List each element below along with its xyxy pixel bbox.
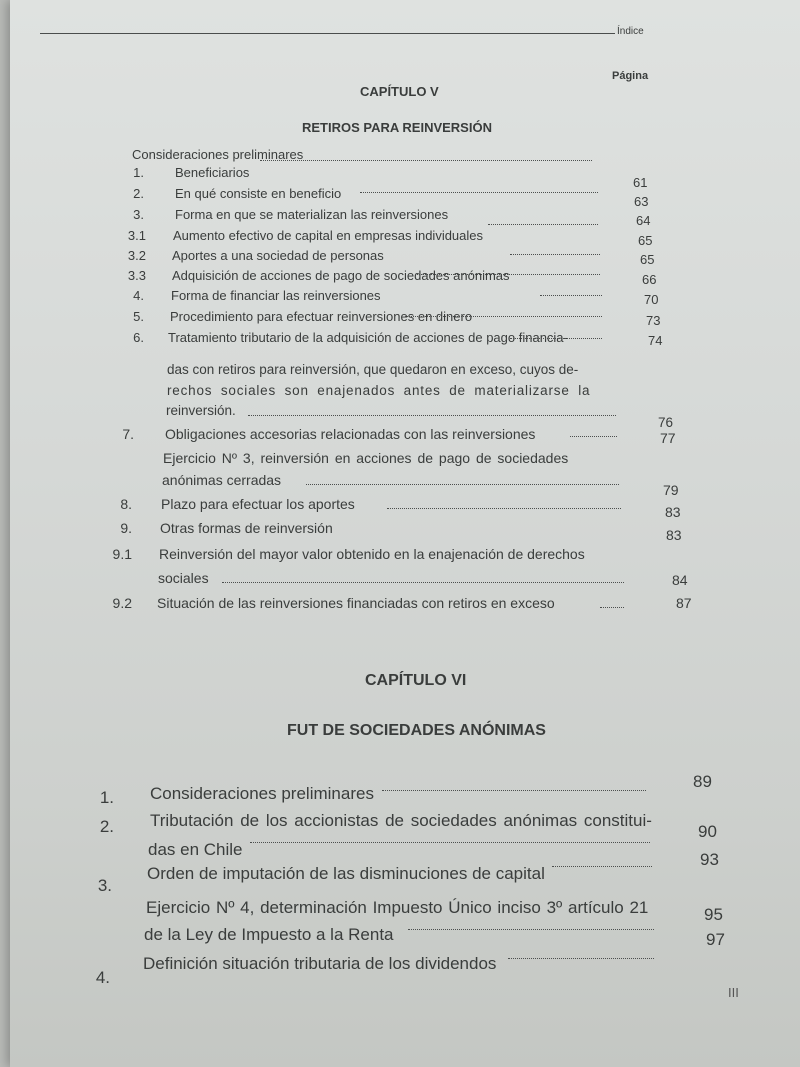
- toc-entry-page: 66: [642, 272, 657, 287]
- toc-entry-number: 3.3: [127, 268, 146, 283]
- toc-entry-page: 76: [658, 415, 674, 430]
- toc-entry-page: 65: [640, 252, 655, 267]
- toc-entry-number: 9.2: [112, 595, 132, 611]
- toc-entry-text: Definición situación tributaria de los dividendos: [143, 954, 497, 973]
- toc-entry-text-line: das con retiros para reinversión, que quedaron en exceso, cuyos de-: [167, 362, 579, 377]
- toc-entry-page: 65: [638, 233, 653, 248]
- toc-entry-page: 70: [644, 292, 659, 307]
- toc-entry-page: 89: [693, 772, 712, 791]
- toc-entry-number: 3.1: [127, 228, 146, 243]
- toc-entry-text: Tratamiento tributario de la adquisición de acciones de pago financia-: [168, 330, 568, 345]
- toc-leader: [488, 224, 598, 225]
- toc-leader: [382, 790, 646, 791]
- toc-entry-text: Aportes a una sociedad de personas: [172, 248, 384, 263]
- toc-entry-page: 61: [633, 175, 648, 190]
- toc-entry-text: Consideraciones preliminares: [150, 784, 374, 803]
- toc-entry-number: 1.: [133, 165, 144, 180]
- toc-entry-text: das en Chile: [148, 840, 243, 859]
- toc-entry-page: 93: [700, 850, 719, 869]
- toc-entry-text: Adquisición de acciones de pago de sociedades anónimas: [172, 268, 510, 283]
- toc-entry-page: 64: [636, 213, 651, 228]
- toc-entry-text: Obligaciones accesorias relacionadas con las reinversiones: [165, 426, 536, 442]
- toc-leader: [408, 929, 654, 930]
- toc-entry-page: 77: [660, 430, 676, 446]
- toc-entry-number: 3.2: [127, 248, 146, 263]
- toc-leader: [600, 607, 624, 608]
- toc-entry-text: anónimas cerradas: [162, 472, 282, 488]
- toc-entry-text-line: rechos sociales son enajenados antes de materializarse la: [167, 383, 591, 398]
- toc-entry-text: Situación de las reinversiones financiadas con retiros en exceso: [157, 595, 555, 611]
- toc-entry-page: 74: [648, 333, 663, 348]
- toc-entry-text: sociales: [158, 570, 209, 586]
- toc-entry-number: 8.: [120, 496, 132, 512]
- page-number: III: [728, 985, 739, 1000]
- toc-leader: [360, 192, 598, 193]
- toc-entry-page: 87: [676, 595, 692, 611]
- book-page: [10, 0, 800, 1067]
- toc-leader: [222, 582, 624, 583]
- toc-entry-text: de la Ley de Impuesto a la Renta: [144, 925, 394, 944]
- toc-entry-text: Forma en que se materializan las reinversiones: [175, 207, 449, 222]
- toc-entry-text: Consideraciones preliminares: [132, 147, 304, 162]
- toc-leader: [306, 484, 619, 485]
- toc-leader: [540, 295, 602, 296]
- toc-entry-text: Procedimiento para efectuar reinversiones en dinero: [170, 309, 473, 324]
- toc-entry-text: Tributación de los accionistas de sociedades anónimas constitui-: [150, 811, 652, 830]
- toc-entry-text: Reinversión del mayor valor obtenido en la enajenación de derechos: [159, 546, 585, 562]
- chapter-5-label: CAPÍTULO V: [360, 84, 439, 99]
- header-rule: [40, 33, 615, 34]
- toc-entry-text: Ejercicio Nº 4, determinación Impuesto Único inciso 3º artículo 21: [146, 898, 649, 917]
- toc-entry-number: 5.: [133, 309, 144, 324]
- toc-entry-text: En qué consiste en beneficio: [175, 186, 342, 201]
- toc-entry-page: 97: [706, 930, 725, 949]
- toc-entry-number: 3.: [133, 207, 144, 222]
- running-header: Índice: [617, 26, 644, 37]
- toc-entry-number: 2.: [133, 186, 144, 201]
- toc-entry-number: 4.: [133, 288, 144, 303]
- chapter-5-title: RETIROS PARA REINVERSIÓN: [302, 120, 492, 135]
- toc-leader: [508, 958, 654, 959]
- toc-entry-text: Ejercicio Nº 3, reinversión en acciones de pago de sociedades: [163, 450, 569, 466]
- toc-entry-page: 63: [634, 194, 649, 209]
- toc-leader: [387, 508, 621, 509]
- toc-entry-number: 1.: [99, 788, 114, 807]
- toc-entry-page: 90: [698, 822, 717, 841]
- toc-entry-number: 6.: [133, 330, 144, 345]
- toc-leader: [510, 338, 602, 339]
- toc-entry-text: Forma de financiar las reinversiones: [171, 288, 381, 303]
- toc-entry-page: 84: [672, 572, 688, 588]
- toc-entry-page: 83: [665, 504, 681, 520]
- toc-entry-text: Aumento efectivo de capital en empresas individuales: [173, 228, 484, 243]
- toc-entry-number: 7.: [122, 426, 134, 442]
- toc-entry-page: 73: [646, 313, 661, 328]
- chapter-6-label: CAPÍTULO VI: [365, 672, 467, 689]
- toc-entry-number: 9.: [120, 520, 132, 536]
- toc-leader: [415, 274, 600, 275]
- toc-entry-text: Otras formas de reinversión: [160, 520, 333, 536]
- toc-leader: [260, 160, 592, 161]
- toc-entry-text: Plazo para efectuar los aportes: [161, 496, 355, 512]
- toc-entry-number: 3.: [97, 876, 112, 895]
- toc-leader: [405, 316, 602, 317]
- toc-leader: [552, 866, 652, 867]
- toc-entry-text-line: reinversión.: [166, 403, 236, 418]
- page-column-label: Página: [612, 70, 649, 82]
- toc-entry-text: Beneficiarios: [175, 165, 250, 180]
- toc-entry-page: 79: [663, 482, 679, 498]
- toc-leader: [510, 254, 600, 255]
- toc-entry-page: 95: [704, 905, 723, 924]
- toc-entry-number: 2.: [99, 817, 114, 836]
- toc-leader: [250, 842, 650, 843]
- toc-leader: [248, 415, 616, 416]
- toc-entry-number: 9.1: [112, 546, 132, 562]
- toc-leader: [570, 436, 617, 437]
- toc-entry-number: 4.: [95, 968, 110, 987]
- toc-entry-page: 83: [666, 527, 682, 543]
- chapter-6-title: FUT DE SOCIEDADES ANÓNIMAS: [287, 722, 546, 739]
- toc-entry-text: Orden de imputación de las disminuciones de capital: [147, 864, 545, 883]
